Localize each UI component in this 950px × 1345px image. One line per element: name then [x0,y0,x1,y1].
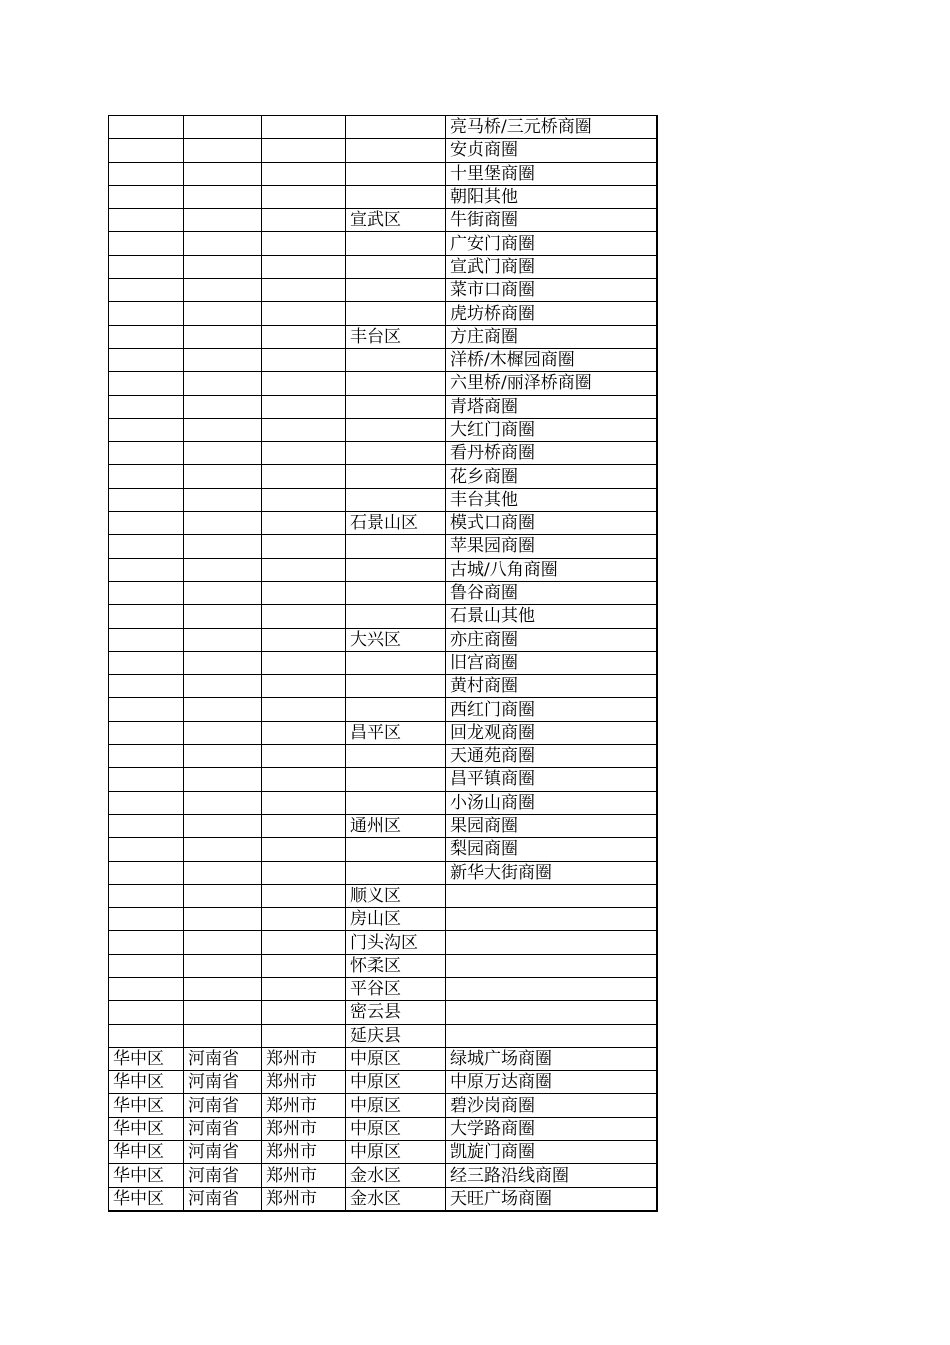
table-row [109,255,657,278]
business-area-cell[interactable]: 青塔商圈 [446,395,657,418]
table-row [109,535,657,558]
province-cell[interactable] [184,745,262,768]
province-cell[interactable] [184,162,262,185]
province-cell[interactable]: 河南省 [184,1094,262,1117]
city-cell[interactable] [262,768,346,791]
district-cell[interactable] [346,232,446,255]
business-area-cell[interactable]: 绿城广场商圈 [446,1047,657,1070]
region-cell[interactable] [109,255,184,278]
province-cell[interactable] [184,232,262,255]
region-cell[interactable] [109,418,184,441]
business-area-cell[interactable]: 石景山其他 [446,605,657,628]
district-cell[interactable]: 石景山区 [346,512,446,535]
district-cell[interactable]: 昌平区 [346,721,446,744]
business-area-cell[interactable]: 梨园商圈 [446,838,657,861]
table-row [109,232,657,255]
business-area-cell[interactable]: 宣武门商圈 [446,255,657,278]
province-cell[interactable] [184,488,262,511]
province-cell[interactable] [184,791,262,814]
business-area-cell[interactable]: 天通苑商圈 [446,745,657,768]
table-row [109,1141,657,1164]
table-row [109,325,657,348]
province-cell[interactable] [184,768,262,791]
district-cell[interactable]: 中原区 [346,1047,446,1070]
district-cell[interactable]: 中原区 [346,1071,446,1094]
city-cell[interactable] [262,232,346,255]
region-cell[interactable] [109,628,184,651]
district-cell[interactable]: 密云县 [346,1001,446,1024]
district-cell[interactable]: 中原区 [346,1117,446,1140]
province-cell[interactable] [184,442,262,465]
province-cell[interactable] [184,861,262,884]
district-cell[interactable] [346,605,446,628]
business-area-cell[interactable] [446,1024,657,1047]
table-row [109,1047,657,1070]
district-cell[interactable] [346,139,446,162]
region-cell[interactable] [109,232,184,255]
province-cell[interactable] [184,581,262,604]
city-cell[interactable] [262,628,346,651]
business-area-cell[interactable]: 丰台其他 [446,488,657,511]
district-cell[interactable] [346,791,446,814]
city-cell[interactable] [262,745,346,768]
province-cell[interactable] [184,209,262,232]
region-cell[interactable] [109,302,184,325]
district-cell[interactable] [346,698,446,721]
region-cell[interactable] [109,977,184,1000]
table-row [109,651,657,674]
table-row [109,279,657,302]
city-cell[interactable] [262,581,346,604]
city-cell[interactable] [262,1024,346,1047]
business-area-cell[interactable] [446,954,657,977]
province-cell[interactable] [184,372,262,395]
province-cell[interactable]: 河南省 [184,1187,262,1211]
city-cell[interactable] [262,791,346,814]
business-area-cell[interactable]: 昌平镇商圈 [446,768,657,791]
city-cell[interactable] [262,372,346,395]
table-row [109,908,657,931]
city-cell[interactable] [262,698,346,721]
province-cell[interactable] [184,558,262,581]
province-cell[interactable] [184,651,262,674]
region-cell[interactable] [109,675,184,698]
city-cell[interactable] [262,162,346,185]
district-cell[interactable]: 门头沟区 [346,931,446,954]
district-cell[interactable]: 房山区 [346,908,446,931]
region-cell[interactable]: 华中区 [109,1164,184,1187]
table-row [109,745,657,768]
table-row [109,1001,657,1024]
region-cell[interactable] [109,279,184,302]
table-row [109,675,657,698]
business-area-cell[interactable] [446,1001,657,1024]
table-body [109,116,657,1211]
business-area-cell[interactable]: 安贞商圈 [446,139,657,162]
region-cell[interactable] [109,465,184,488]
city-cell[interactable] [262,954,346,977]
city-cell[interactable] [262,1001,346,1024]
city-cell[interactable]: 郑州市 [262,1047,346,1070]
business-area-cell[interactable] [446,977,657,1000]
city-cell[interactable] [262,605,346,628]
table-row [109,1164,657,1187]
table-row [109,442,657,465]
district-cell[interactable] [346,768,446,791]
region-cell[interactable]: 华中区 [109,1141,184,1164]
province-cell[interactable] [184,1024,262,1047]
business-area-cell[interactable] [446,884,657,907]
business-area-cell[interactable]: 大红门商圈 [446,418,657,441]
district-cell[interactable] [346,185,446,208]
region-cell[interactable] [109,605,184,628]
district-cell[interactable] [346,838,446,861]
province-cell[interactable] [184,908,262,931]
district-cell[interactable] [346,488,446,511]
region-cell[interactable] [109,721,184,744]
district-cell[interactable]: 中原区 [346,1141,446,1164]
city-cell[interactable] [262,139,346,162]
region-cell[interactable] [109,116,184,139]
table-row [109,1024,657,1047]
district-cell[interactable] [346,348,446,371]
table-row [109,116,657,139]
district-cell[interactable]: 中原区 [346,1094,446,1117]
region-cell[interactable]: 华中区 [109,1071,184,1094]
region-cell[interactable] [109,558,184,581]
district-cell[interactable] [346,651,446,674]
business-area-cell[interactable]: 六里桥/丽泽桥商圈 [446,372,657,395]
business-area-cell[interactable]: 西红门商圈 [446,698,657,721]
table-row [109,162,657,185]
region-cell[interactable] [109,442,184,465]
table-row [109,465,657,488]
province-cell[interactable] [184,302,262,325]
table-row [109,814,657,837]
table-row [109,1071,657,1094]
table-row [109,512,657,535]
business-area-cell[interactable]: 十里堡商圈 [446,162,657,185]
district-cell[interactable] [346,442,446,465]
district-cell[interactable] [346,418,446,441]
city-cell[interactable]: 郑州市 [262,1187,346,1211]
table-row [109,977,657,1000]
table-row [109,372,657,395]
province-cell[interactable]: 河南省 [184,1164,262,1187]
city-cell[interactable] [262,838,346,861]
city-cell[interactable]: 郑州市 [262,1164,346,1187]
province-cell[interactable] [184,116,262,139]
province-cell[interactable] [184,535,262,558]
business-area-cell[interactable]: 小汤山商圈 [446,791,657,814]
city-cell[interactable] [262,558,346,581]
province-cell[interactable] [184,931,262,954]
region-cell[interactable] [109,1001,184,1024]
province-cell[interactable] [184,838,262,861]
region-cell[interactable] [109,884,184,907]
table-row [109,605,657,628]
district-cell[interactable] [346,162,446,185]
business-area-cell[interactable]: 旧宫商圈 [446,651,657,674]
district-cell[interactable] [346,395,446,418]
city-cell[interactable] [262,861,346,884]
table-row [109,1187,657,1211]
district-cell[interactable] [346,465,446,488]
city-cell[interactable] [262,302,346,325]
table-row [109,721,657,744]
region-cell[interactable] [109,908,184,931]
business-area-cell[interactable]: 凯旋门商圈 [446,1141,657,1164]
district-cell[interactable] [346,302,446,325]
region-cell[interactable] [109,838,184,861]
region-cell[interactable]: 华中区 [109,1187,184,1211]
city-cell[interactable] [262,535,346,558]
table-row [109,185,657,208]
region-cell[interactable] [109,768,184,791]
business-area-cell[interactable]: 经三路沿线商圈 [446,1164,657,1187]
business-area-cell[interactable]: 古城/八角商圈 [446,558,657,581]
district-cell[interactable]: 延庆县 [346,1024,446,1047]
district-cell[interactable] [346,116,446,139]
district-cell[interactable] [346,255,446,278]
business-area-cell[interactable]: 模式口商圈 [446,512,657,535]
city-cell[interactable]: 郑州市 [262,1117,346,1140]
city-cell[interactable]: 郑州市 [262,1141,346,1164]
table-row [109,1117,657,1140]
business-area-cell[interactable]: 大学路商圈 [446,1117,657,1140]
spreadsheet-table [108,115,658,1212]
district-cell[interactable] [346,535,446,558]
city-cell[interactable] [262,931,346,954]
region-cell[interactable] [109,488,184,511]
region-cell[interactable]: 华中区 [109,1117,184,1140]
business-area-cell[interactable]: 天旺广场商圈 [446,1187,657,1211]
business-area-cell[interactable]: 广安门商圈 [446,232,657,255]
province-cell[interactable] [184,814,262,837]
district-cell[interactable] [346,745,446,768]
district-cell[interactable] [346,279,446,302]
province-cell[interactable] [184,395,262,418]
region-cell[interactable]: 华中区 [109,1094,184,1117]
business-area-cell[interactable]: 看丹桥商圈 [446,442,657,465]
region-cell[interactable] [109,1024,184,1047]
city-cell[interactable] [262,255,346,278]
business-area-cell[interactable]: 洋桥/木樨园商圈 [446,348,657,371]
city-cell[interactable] [262,512,346,535]
city-cell[interactable] [262,908,346,931]
table-row [109,558,657,581]
district-cell[interactable]: 平谷区 [346,977,446,1000]
table-row [109,581,657,604]
district-cell[interactable]: 金水区 [346,1187,446,1211]
province-cell[interactable] [184,628,262,651]
table-row [109,418,657,441]
district-cell[interactable] [346,558,446,581]
province-cell[interactable] [184,1001,262,1024]
district-cell[interactable] [346,581,446,604]
city-cell[interactable] [262,395,346,418]
region-cell[interactable] [109,209,184,232]
business-area-cell[interactable]: 亮马桥/三元桥商圈 [446,116,657,139]
province-cell[interactable] [184,279,262,302]
region-cell[interactable] [109,139,184,162]
business-area-cell[interactable]: 朝阳其他 [446,185,657,208]
district-cell[interactable]: 通州区 [346,814,446,837]
city-cell[interactable] [262,977,346,1000]
district-cell[interactable]: 丰台区 [346,325,446,348]
region-cell[interactable] [109,814,184,837]
city-cell[interactable] [262,279,346,302]
district-cell[interactable]: 宣武区 [346,209,446,232]
table-row [109,931,657,954]
region-cell[interactable] [109,791,184,814]
region-cell[interactable] [109,185,184,208]
province-cell[interactable] [184,605,262,628]
business-area-cell[interactable]: 花乡商圈 [446,465,657,488]
province-cell[interactable] [184,512,262,535]
business-area-cell[interactable]: 碧沙岗商圈 [446,1094,657,1117]
table-row [109,395,657,418]
business-area-cell[interactable]: 苹果园商圈 [446,535,657,558]
city-cell[interactable] [262,116,346,139]
city-cell[interactable] [262,488,346,511]
city-cell[interactable] [262,442,346,465]
region-cell[interactable] [109,372,184,395]
business-area-cell[interactable]: 新华大街商圈 [446,861,657,884]
city-cell[interactable] [262,884,346,907]
province-cell[interactable]: 河南省 [184,1047,262,1070]
business-area-cell[interactable]: 菜市口商圈 [446,279,657,302]
region-cell[interactable] [109,745,184,768]
province-cell[interactable] [184,255,262,278]
region-cell[interactable]: 华中区 [109,1047,184,1070]
business-area-cell[interactable]: 鲁谷商圈 [446,581,657,604]
region-cell[interactable] [109,162,184,185]
table-row [109,139,657,162]
region-cell[interactable] [109,698,184,721]
region-cell[interactable] [109,348,184,371]
business-area-cell[interactable]: 虎坊桥商圈 [446,302,657,325]
city-cell[interactable] [262,185,346,208]
business-area-cell[interactable]: 果园商圈 [446,814,657,837]
business-area-cell[interactable]: 亦庄商圈 [446,628,657,651]
city-cell[interactable] [262,348,346,371]
province-cell[interactable] [184,721,262,744]
table-row [109,884,657,907]
business-area-cell[interactable] [446,908,657,931]
city-cell[interactable]: 郑州市 [262,1071,346,1094]
province-cell[interactable] [184,465,262,488]
table-row [109,209,657,232]
province-cell[interactable] [184,325,262,348]
table-row [109,1094,657,1117]
province-cell[interactable] [184,348,262,371]
city-cell[interactable] [262,721,346,744]
district-cell[interactable] [346,675,446,698]
province-cell[interactable] [184,418,262,441]
province-cell[interactable] [184,185,262,208]
province-cell[interactable]: 河南省 [184,1117,262,1140]
province-cell[interactable] [184,139,262,162]
table-row [109,698,657,721]
region-cell[interactable] [109,512,184,535]
province-cell[interactable] [184,675,262,698]
business-area-cell[interactable] [446,931,657,954]
business-area-cell[interactable]: 黄村商圈 [446,675,657,698]
province-cell[interactable] [184,977,262,1000]
province-cell[interactable] [184,698,262,721]
district-cell[interactable] [346,861,446,884]
table-row [109,861,657,884]
province-cell[interactable]: 河南省 [184,1141,262,1164]
district-cell[interactable]: 金水区 [346,1164,446,1187]
table-row [109,768,657,791]
table-row [109,628,657,651]
business-area-cell[interactable]: 回龙观商圈 [446,721,657,744]
region-cell[interactable] [109,535,184,558]
province-cell[interactable] [184,884,262,907]
city-cell[interactable]: 郑州市 [262,1094,346,1117]
city-cell[interactable] [262,651,346,674]
city-cell[interactable] [262,814,346,837]
city-cell[interactable] [262,418,346,441]
region-cell[interactable] [109,651,184,674]
region-cell[interactable] [109,325,184,348]
business-area-cell[interactable]: 牛街商圈 [446,209,657,232]
region-cell[interactable] [109,395,184,418]
city-cell[interactable] [262,209,346,232]
table-row [109,954,657,977]
business-area-cell[interactable]: 中原万达商圈 [446,1071,657,1094]
province-cell[interactable]: 河南省 [184,1071,262,1094]
table-row [109,791,657,814]
region-cell[interactable] [109,931,184,954]
table-row [109,302,657,325]
city-cell[interactable] [262,465,346,488]
district-cell[interactable]: 怀柔区 [346,954,446,977]
region-cell[interactable] [109,861,184,884]
table-row [109,838,657,861]
city-cell[interactable] [262,325,346,348]
city-cell[interactable] [262,675,346,698]
district-cell[interactable]: 大兴区 [346,628,446,651]
table-row [109,348,657,371]
province-cell[interactable] [184,954,262,977]
region-cell[interactable] [109,581,184,604]
district-cell[interactable] [346,372,446,395]
table-row [109,488,657,511]
region-cell[interactable] [109,954,184,977]
business-area-cell[interactable]: 方庄商圈 [446,325,657,348]
district-cell[interactable]: 顺义区 [346,884,446,907]
